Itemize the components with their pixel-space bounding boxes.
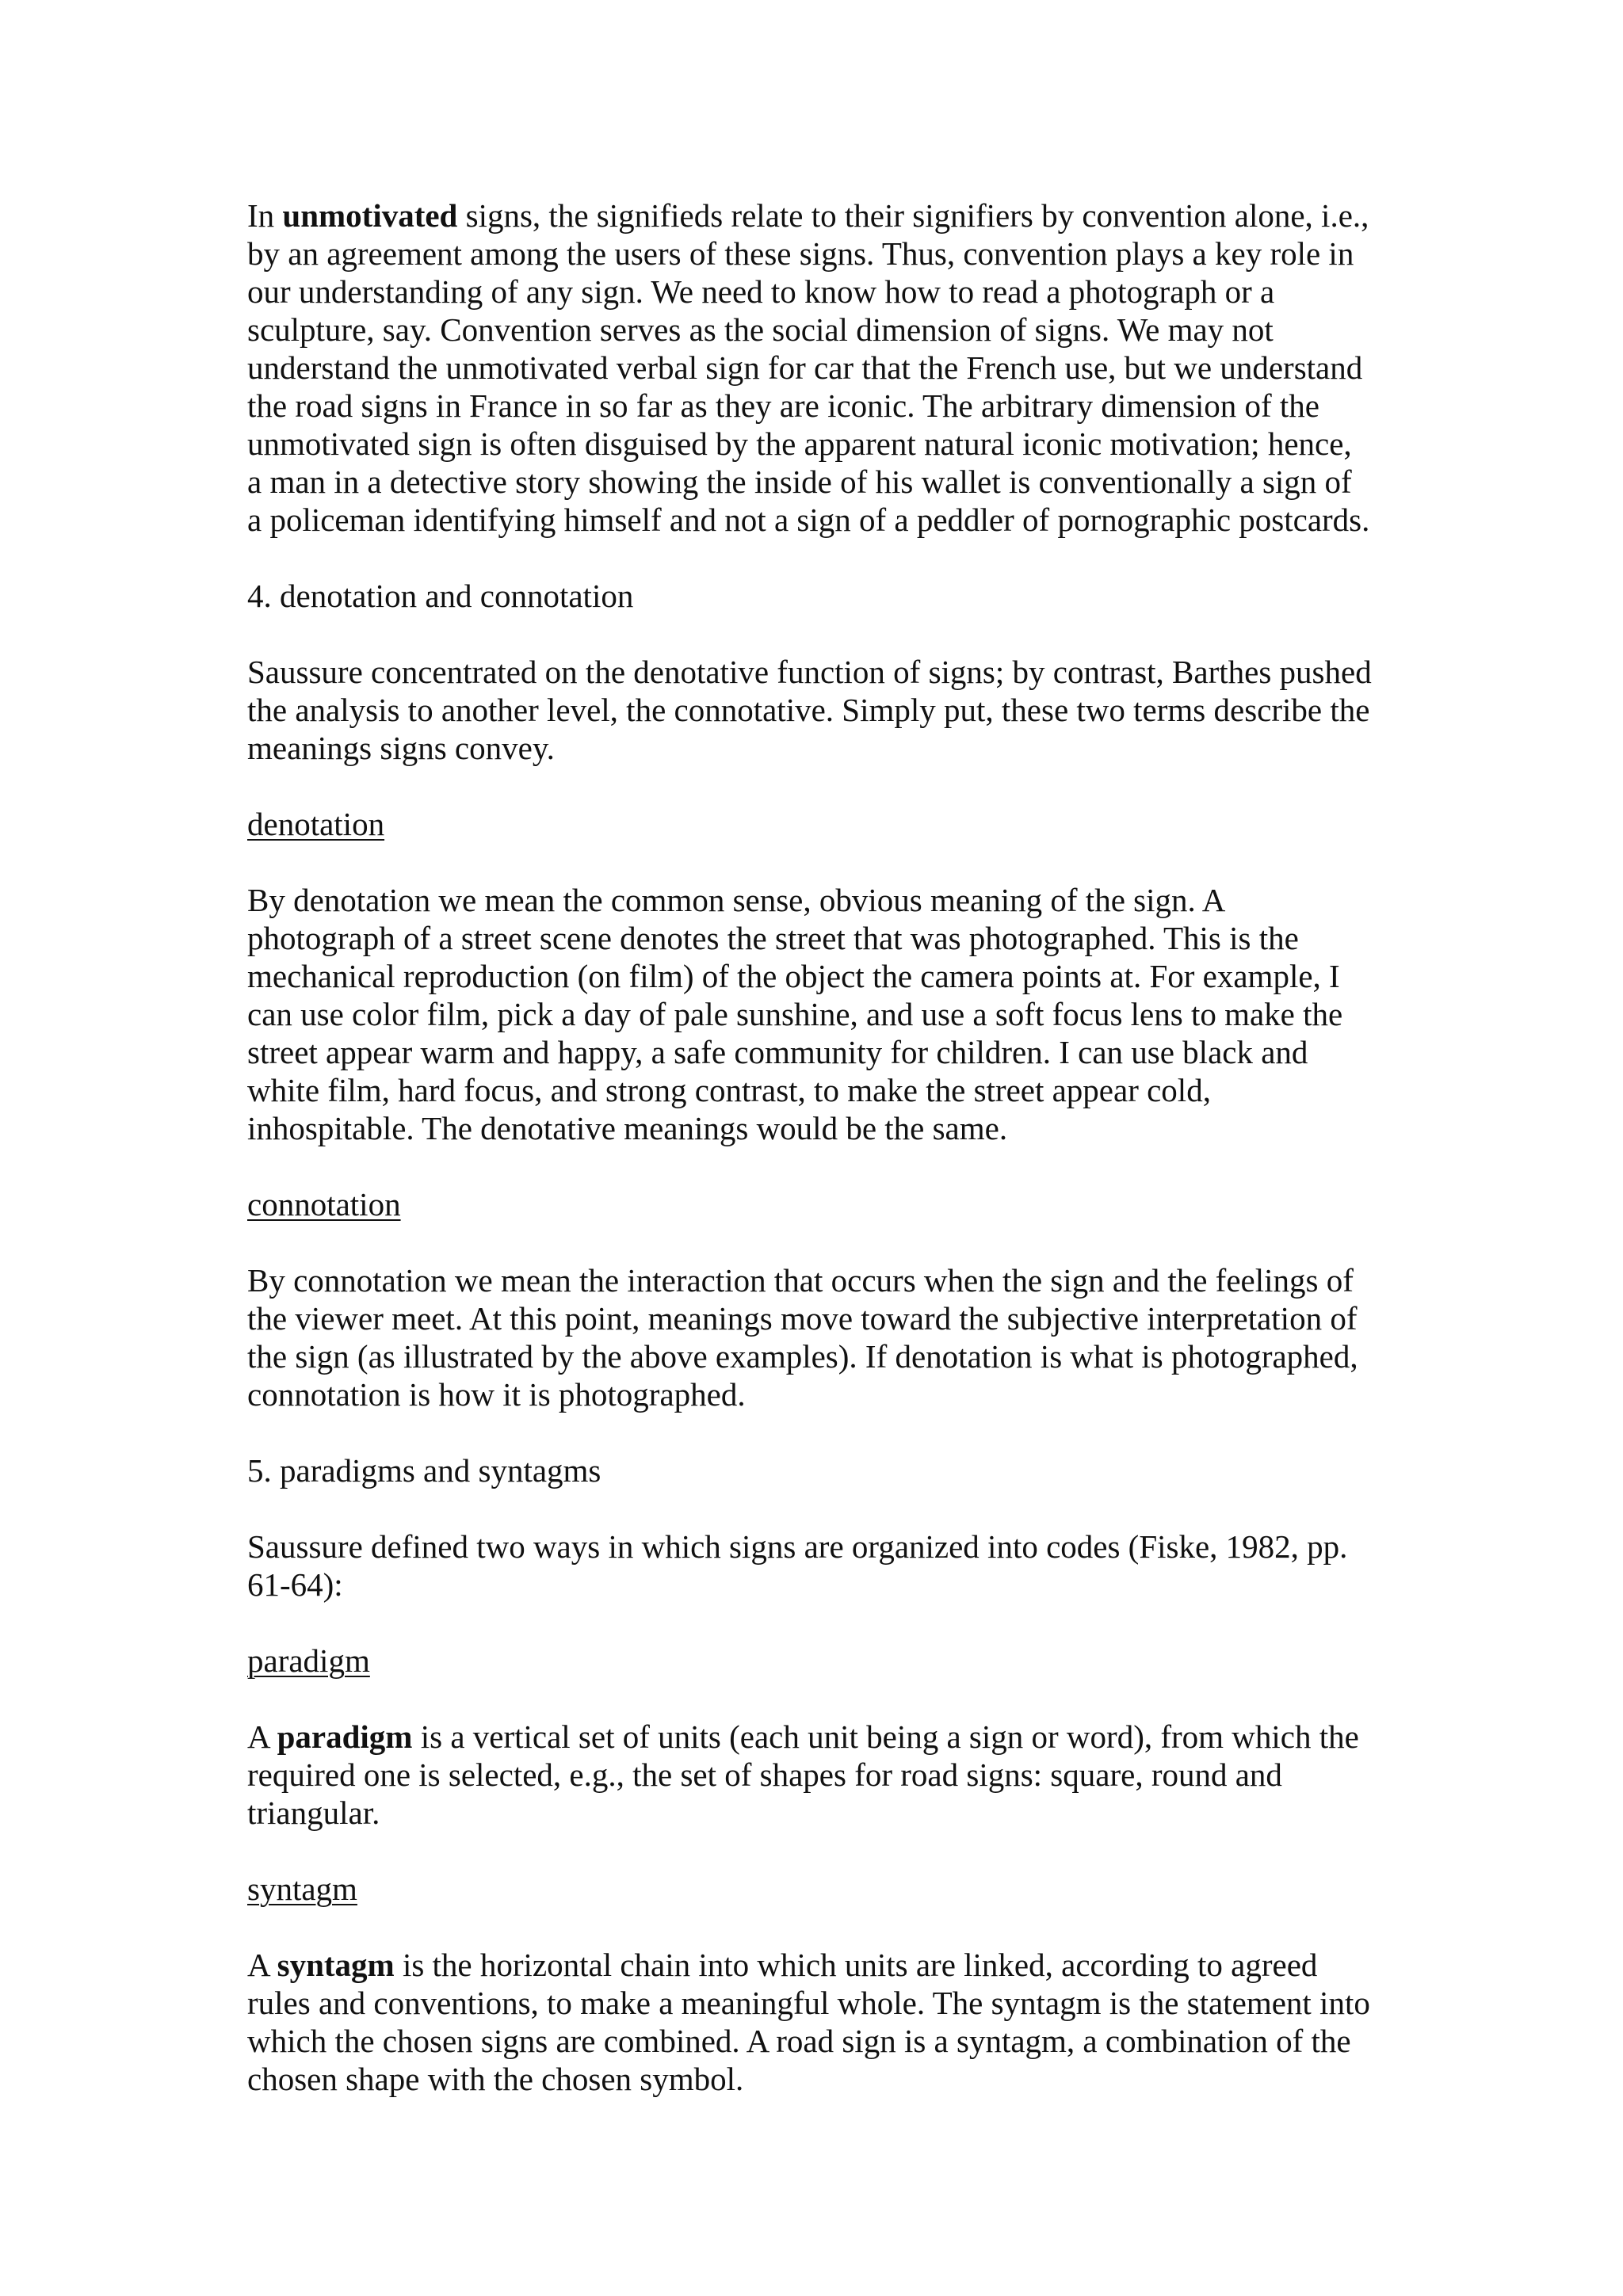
subheading-syntagm: syntagm	[247, 1871, 357, 1907]
paragraph-connotation: By connotation we mean the interaction that occurs when the sign and the feelings of the viewer meet. At this point, meanings move toward the subjective interpretation of the sign (as illustrated by the above examples). If denotation is what is photographed, connotation is how it is photographed.	[247, 1262, 1358, 1413]
paragraph-unmotivated-signs	[247, 196, 1412, 539]
bold-term-unmotivated: unmotivated	[282, 197, 458, 234]
subheading-denotation: denotation	[247, 806, 385, 842]
paragraph-paradigm	[247, 1718, 1412, 1832]
bold-term-paradigm: paradigm	[277, 1718, 413, 1755]
bold-term-syntagm: syntagm	[277, 1947, 395, 1983]
paragraph-saussure-barthes: Saussure concentrated on the denotative function of signs; by contrast, Barthes pushed the analysis to another level, the connotative. Simply put, these two terms describe the meanings signs convey.	[247, 654, 1372, 766]
section-heading-denotation-connotation: 4. denotation and connotation	[247, 578, 634, 614]
text-run: A	[247, 1718, 277, 1755]
text-run: signs, the signifieds relate to their signifiers by convention alone, i.e., by an agreement among the users of these signs. Thus, convention plays a key role in our understanding of any sign. We need to know how to read a photograph or a sculpture, say. Convention serves as the social dimension of signs. We may not understand the unmotivated verbal sign for car that the French use, but we understand the road signs in France in so far as they are iconic. The arbitrary dimension of the unmotivated sign is often disguised by the apparent natural iconic motivation; hence, a man in a detective story showing the inside of his wallet is conventionally a sign of a policeman identifying himself and not a sign of a peddler of pornographic postcards.	[247, 197, 1370, 538]
section-heading-paradigms-syntagms: 5. paradigms and syntagms	[247, 1452, 601, 1489]
subheading-connotation: connotation	[247, 1186, 401, 1222]
text-run: In	[247, 197, 283, 234]
subheading-paradigm: paradigm	[247, 1642, 370, 1679]
paragraph-denotation: By denotation we mean the common sense, obvious meaning of the sign. A photograph of a street scene denotes the street that was photographed. This is the mechanical reproduction (on film) of the object the camera points at. For example, I can use color film, pick a day of pale sunshine, and use a soft focus lens to make the street appear warm and happy, a safe community for children. I can use black and white film, hard focus, and strong contrast, to make the street appear cold, inhospitable. The denotative meanings would be the same.	[247, 882, 1343, 1146]
text-run: is a vertical set of units (each unit being a sign or word), from which the required one is selected, e.g., the set of shapes for road signs: square, round and triangular.	[247, 1718, 1359, 1831]
text-run: A	[247, 1947, 277, 1983]
document-page	[247, 196, 1412, 2136]
paragraph-codes: Saussure defined two ways in which signs are organized into codes (Fiske, 1982, pp. 61-64):	[247, 1528, 1348, 1603]
text-run: is the horizontal chain into which units are linked, according to agreed rules and conventions, to make a meaningful whole. The syntagm is the statement into which the chosen signs are combined. A road sign is a syntagm, a combination of the chosen shape with the chosen symbol.	[247, 1947, 1370, 2097]
paragraph-syntagm	[247, 1946, 1412, 2098]
